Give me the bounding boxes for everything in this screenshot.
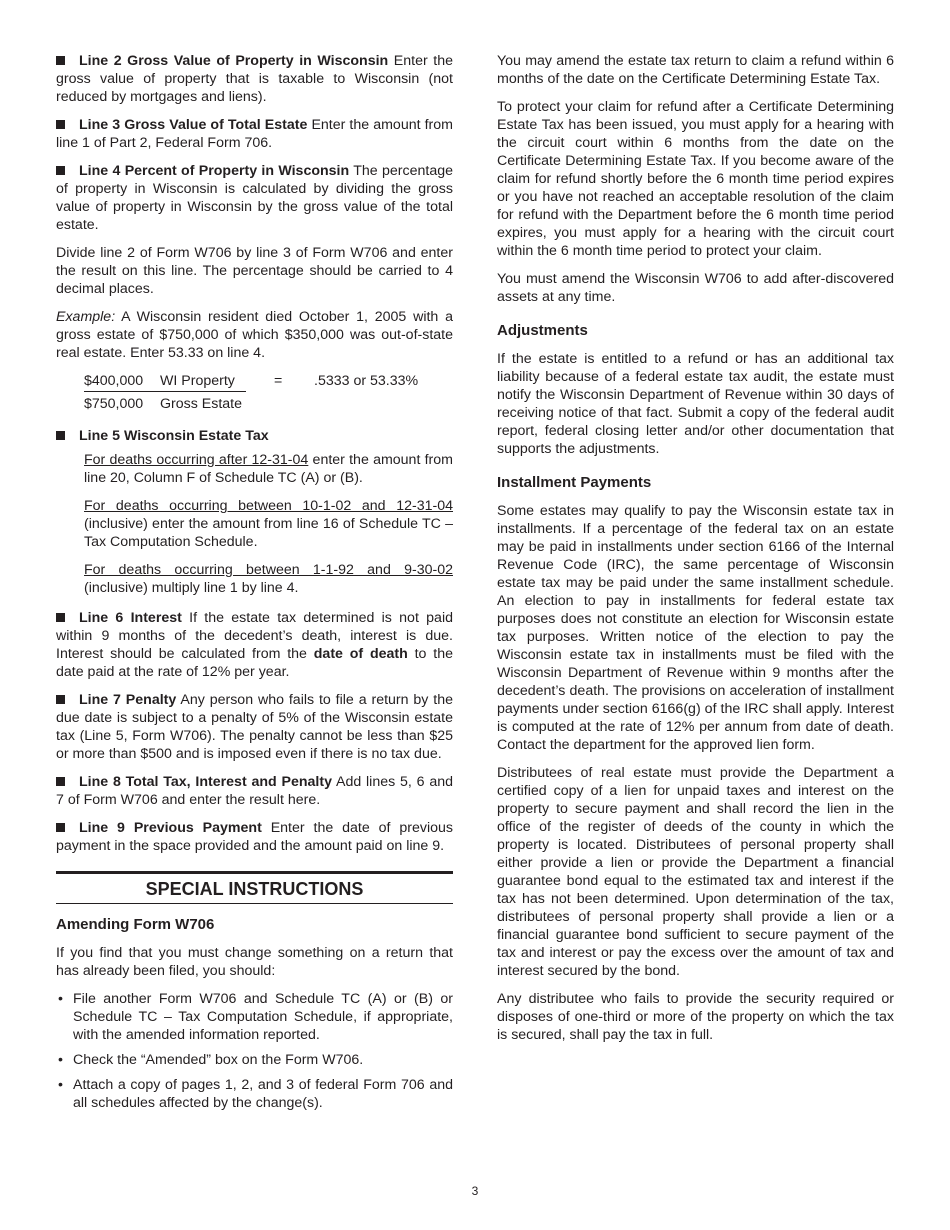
example-paragraph: Example: A Wisconsin resident died October 1, 2005 with a gross estate of $750,000 of which $350,000 was out-of-state real estate. Enter 53.33 on line 4. [56, 309, 453, 361]
fraction-denominator-amount: $750,000 [84, 396, 144, 412]
square-bullet-icon [56, 777, 65, 786]
square-bullet-icon [56, 120, 65, 129]
adjustments-heading: Adjustments [497, 322, 588, 339]
line-5-after-2004: For deaths occurring after 12-31-04 enter the amount from line 20, Column F of Schedule TC (A) or (B). [84, 452, 453, 486]
line-5-heading: Line 5 Wisconsin Estate Tax [56, 427, 453, 445]
list-item: • Attach a copy of pages 1, 2, and 3 of federal Form 706 and all schedules affected by the change(s). [56, 1076, 453, 1112]
amending-heading: Amending Form W706 [56, 916, 215, 933]
section-rule-thin [56, 903, 453, 904]
installment-paragraph-3: Any distributee who fails to provide the security required or disposes of one-third or more of the property on which the tax is secured, shall pay the tax in full. [497, 991, 894, 1043]
line-3-paragraph: Line 3 Gross Value of Total Estate Enter the amount from line 1 of Part 2, Federal Form 706. [56, 117, 453, 151]
special-instructions-heading: SPECIAL INSTRUCTIONS [145, 879, 364, 899]
amend-protect-paragraph: To protect your claim for refund after a Certificate Determining Estate Tax has been issued, you must apply for a hearing with the circuit court within 6 months from the date on the Certificate Determining Estate Tax. If you become aware of the claim for refund shortly before the 6 month time period expires or you have not reached an acceptable resolution of the claim for refund with the Department before the 6 month time period expires, you must apply for a hearing with the circuit court within the 6 month time period to protect your claim. [497, 99, 894, 259]
fraction-numerator-label: WI Property [160, 373, 235, 389]
amend-refund-paragraph: You may amend the estate tax return to claim a refund within 6 months of the date on the Certificate Determining Estate Tax. [497, 53, 894, 87]
installment-paragraph-1: Some estates may qualify to pay the Wisconsin estate tax in installments. If a percentage of the federal tax on an estate may be paid in installments under section 6166 of the Internal Revenue Code (IRC), the same percentage of Wisconsin estate tax may be paid under the same installment schedule. An election to pay in installments for federal estate tax purposes does not constitute an election for Wisconsin estate tax purposes. Written notice of the election to pay the Wisconsin estate tax in installments must be filed with the Wisconsin Department of Revenue within 9 months after the decedent’s death. The provisions on acceleration of installment payments under section 6166(g) of the IRC shall apply. Interest is computed at the rate of 12% per annum from date of death. Contact the department for the approved lien form. [497, 503, 894, 753]
left-column [56, 52, 453, 1119]
square-bullet-icon [56, 56, 65, 65]
right-column [497, 52, 894, 1054]
line-7-paragraph: Line 7 Penalty Any person who fails to file a return by the due date is subject to a penalty of 5% of the Wisconsin estate tax (Line 5, Form W706). The penalty cannot be less than $25 or more than $500 and is imposed even if there is no tax due. [56, 692, 453, 762]
installment-heading: Installment Payments [497, 474, 652, 491]
square-bullet-icon [56, 613, 65, 622]
line-6-paragraph: Line 6 Interest If the estate tax determined is not paid within 9 months of the decedent’s death, interest is due. Interest should be calculated from the date of death to the date paid at the rate of 12% per year. [56, 610, 453, 680]
square-bullet-icon [56, 823, 65, 832]
line-8-paragraph: Line 8 Total Tax, Interest and Penalty Add lines 5, 6 and 7 of Form W706 and enter the result here. [56, 774, 453, 808]
fraction-equals: = [274, 373, 283, 389]
amending-list [56, 990, 453, 1112]
line-5-2002-2004: For deaths occurring between 10-1-02 and 12-31-04 (inclusive) enter the amount from line 16 of Schedule TC – Tax Computation Schedule. [84, 498, 453, 550]
line-2-paragraph: Line 2 Gross Value of Property in Wisconsin Enter the gross value of property that is taxable to Wisconsin (not reduced by mortgages and liens). [56, 53, 453, 105]
fraction-result: .5333 or 53.33% [314, 373, 419, 389]
list-item: • Check the “Amended” box on the Form W706. [56, 1051, 453, 1069]
page-number: 3 [471, 1184, 479, 1198]
example-fraction [84, 372, 453, 413]
fraction-denominator-label: Gross Estate [160, 396, 243, 412]
square-bullet-icon [56, 431, 65, 440]
fraction-numerator-amount: $400,000 [84, 373, 144, 389]
square-bullet-icon [56, 166, 65, 175]
adjustments-paragraph: If the estate is entitled to a refund or has an additional tax liability because of a federal estate tax audit, the estate must notify the Wisconsin Department of Revenue within 30 days of receiving notice of that fact. Submit a copy of the federal audit report, federal closing letter and/or other documentation that supports the adjustments. [497, 351, 894, 457]
divide-paragraph: Divide line 2 of Form W706 by line 3 of Form W706 and enter the result on this line. The percentage should be carried to 4 decimal places. [56, 245, 453, 297]
line-5-1992-2002: For deaths occurring between 1-1-92 and 9-30-02 (inclusive) multiply line 1 by line 4. [84, 562, 453, 596]
amend-assets-paragraph: You must amend the Wisconsin W706 to add after-discovered assets at any time. [497, 271, 894, 305]
square-bullet-icon [56, 695, 65, 704]
list-item: • File another Form W706 and Schedule TC (A) or (B) or Schedule TC – Tax Computation Schedule, if appropriate, with the amended information reported. [56, 990, 453, 1044]
installment-paragraph-2: Distributees of real estate must provide the Department a certified copy of a lien for unpaid taxes and interest on the property to secure payment and shall record the lien in the office of the register of deeds of the county in which the property is located. Distributees of personal property shall either provide a lien or provide the Department a financial guarantee bond equal to the estimated tax and interest if the tax has not been determined. Upon determination of the tax, distributees of personal property shall provide a lien or a financial guarantee bond sufficient to secure payment of the tax and interest or pay the excess over the amount of tax and interest secured by the bond. [497, 765, 894, 979]
amending-intro: If you find that you must change something on a return that has already been filed, you should: [56, 945, 453, 979]
line-9-paragraph: Line 9 Previous Payment Enter the date of previous payment in the space provided and the amount paid on line 9. [56, 820, 453, 854]
line-4-paragraph: Line 4 Percent of Property in Wisconsin The percentage of property in Wisconsin is calculated by dividing the gross value of property in Wisconsin by the gross value of the total estate. [56, 163, 453, 233]
